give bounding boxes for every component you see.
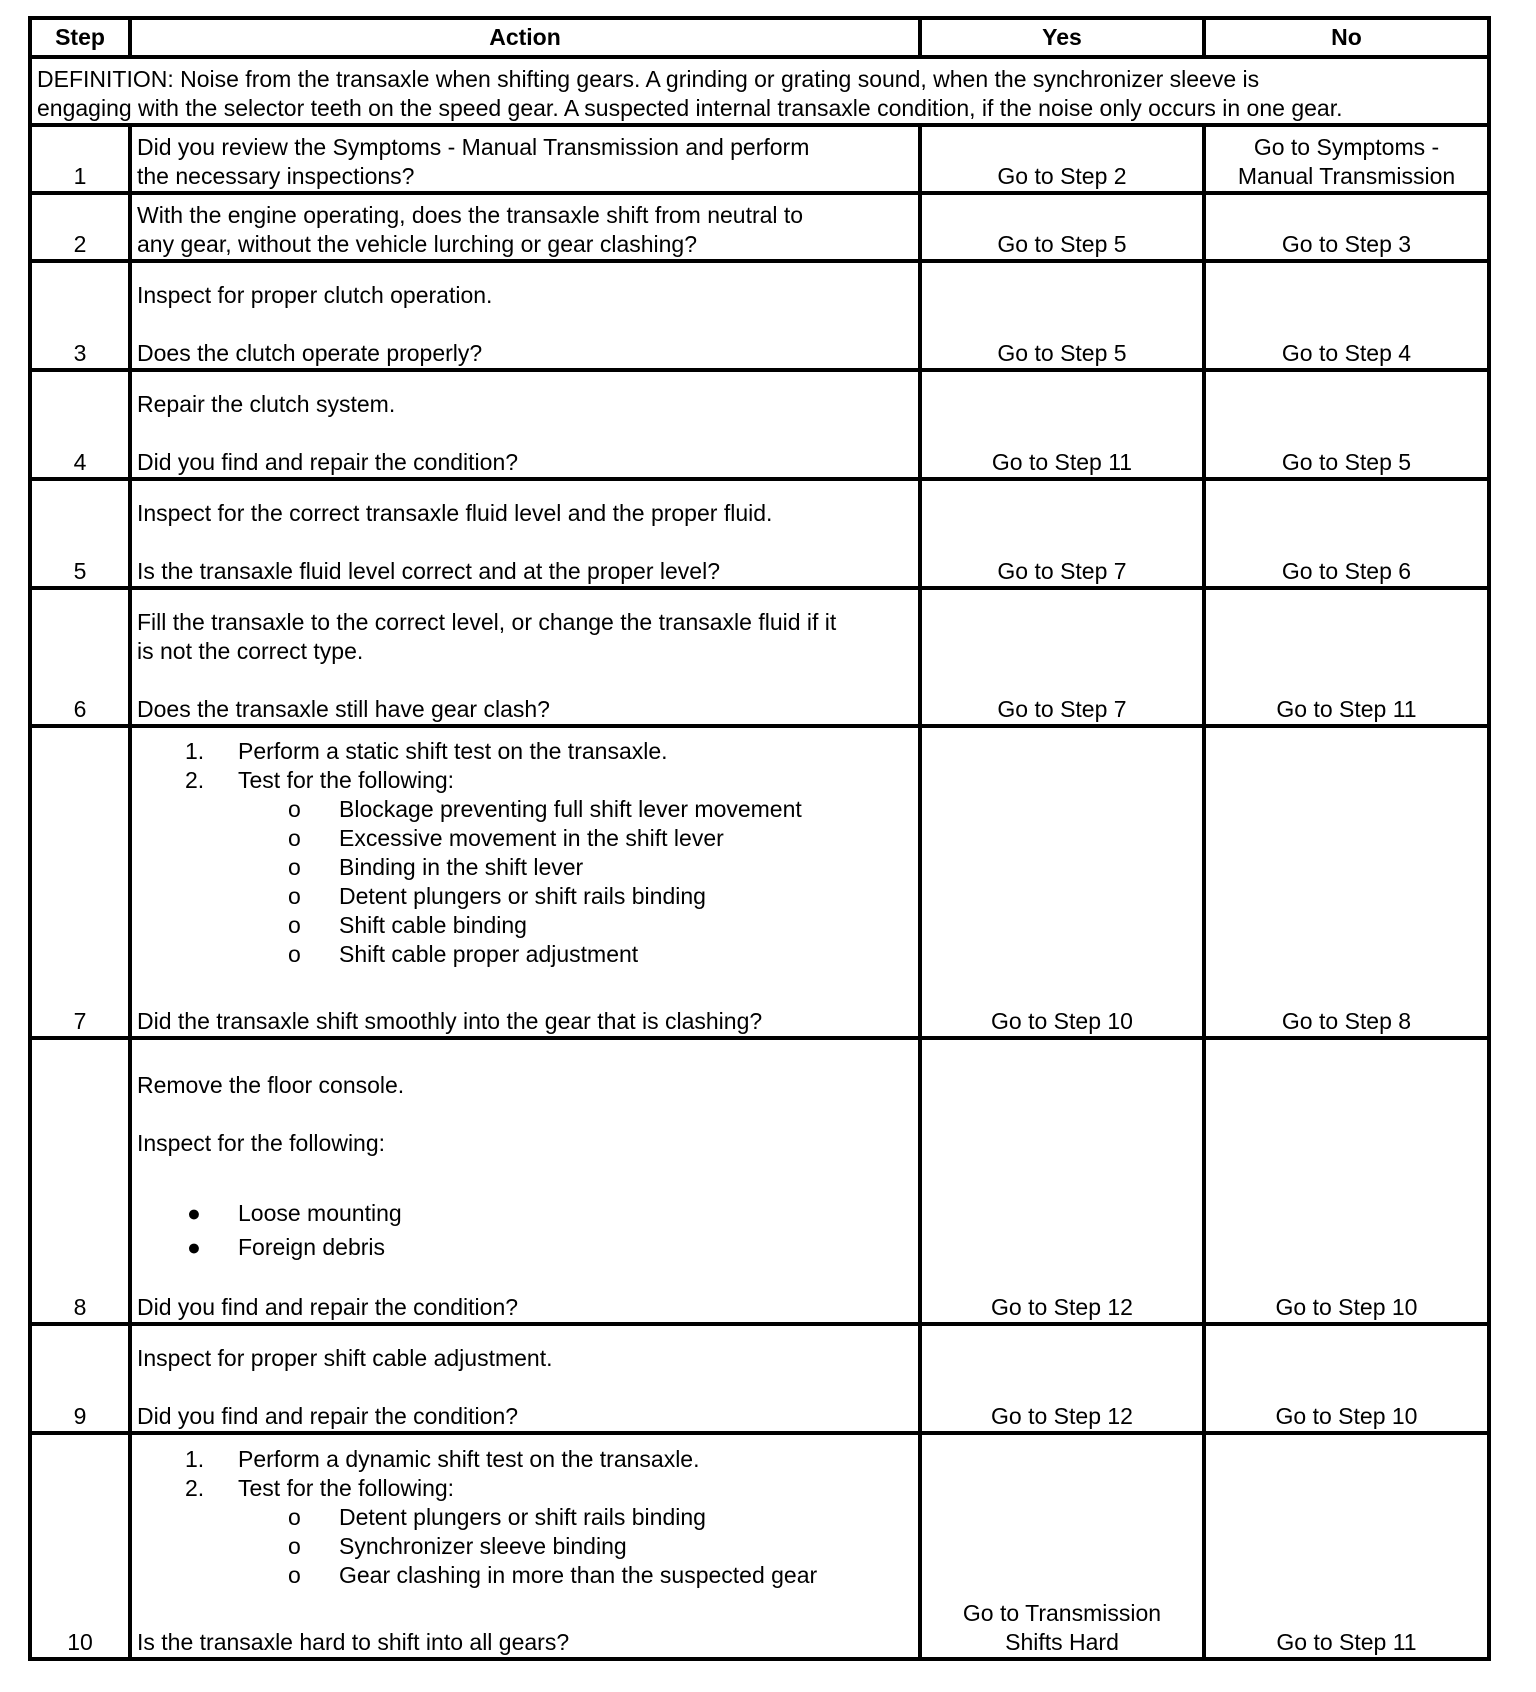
item-text: Perform a dynamic shift test on the transaxle. bbox=[238, 1446, 700, 1472]
diagnostic-table bbox=[28, 16, 1491, 1661]
header-no: No bbox=[1204, 18, 1489, 57]
table-row bbox=[30, 193, 1489, 261]
yes-text: Go to Step 11 bbox=[991, 449, 1133, 475]
no-text: Go to Step 4 bbox=[1281, 340, 1412, 366]
no-cell bbox=[1204, 193, 1489, 261]
no-text: Go to Step 3 bbox=[1281, 231, 1412, 257]
sub-item bbox=[137, 911, 913, 940]
action-line: any gear, without the vehicle lurching or gear clashing? bbox=[137, 231, 698, 257]
action-line: Inspect for proper shift cable adjustment. bbox=[137, 1345, 553, 1371]
definition-cell bbox=[30, 57, 1489, 125]
bullet-icon: ● bbox=[187, 1200, 201, 1226]
yes-cell bbox=[920, 125, 1204, 193]
header-yes: Yes bbox=[920, 18, 1204, 57]
yes-cell bbox=[920, 726, 1204, 1038]
no-text: Go to Step 11 bbox=[1276, 1629, 1417, 1655]
no-cell bbox=[1204, 261, 1489, 370]
no-text: Go to Step 11 bbox=[1276, 696, 1417, 722]
yes-text: Go to Step 10 bbox=[991, 1008, 1133, 1034]
no-text: Manual Transmission bbox=[1237, 163, 1456, 189]
action-cell bbox=[130, 125, 920, 193]
action-line: Is the transaxle fluid level correct and at the proper level? bbox=[137, 558, 720, 584]
action-cell bbox=[130, 588, 920, 726]
spacer bbox=[137, 1264, 913, 1293]
spacer bbox=[137, 1590, 913, 1628]
action-line: Inspect for the following: bbox=[137, 1130, 386, 1156]
circle-bullet-icon: o bbox=[288, 825, 301, 851]
definition-line: DEFINITION: Noise from the transaxle when shifting gears. A grinding or grating sound, when the synchronizer sleeve is bbox=[37, 66, 1260, 92]
item-number: 1. bbox=[185, 738, 205, 764]
no-cell bbox=[1204, 125, 1489, 193]
header-step: Step bbox=[30, 18, 130, 57]
yes-text: Go to Step 7 bbox=[997, 558, 1127, 584]
action-line: Repair the clutch system. bbox=[137, 391, 396, 417]
definition-row bbox=[30, 57, 1489, 125]
circle-bullet-icon: o bbox=[288, 941, 301, 967]
no-text: Go to Symptoms - bbox=[1253, 134, 1440, 160]
yes-text: Go to Step 12 bbox=[991, 1403, 1133, 1429]
spacer bbox=[137, 1100, 913, 1129]
spacer bbox=[137, 969, 913, 1007]
sub-item bbox=[137, 853, 913, 882]
item-text: Perform a static shift test on the transaxle. bbox=[238, 738, 668, 764]
yes-cell bbox=[920, 261, 1204, 370]
no-text: Go to Step 10 bbox=[1275, 1403, 1418, 1429]
action-cell bbox=[130, 193, 920, 261]
definition-line: engaging with the selector teeth on the speed gear. A suspected internal transaxle condition, if the noise only occurs in one gear. bbox=[37, 95, 1343, 121]
sub-item bbox=[137, 1561, 913, 1590]
action-line: Did you find and repair the condition? bbox=[137, 449, 519, 475]
no-cell bbox=[1204, 1038, 1489, 1324]
sub-item bbox=[137, 1503, 913, 1532]
spacer bbox=[137, 528, 913, 557]
yes-text: Go to Step 2 bbox=[997, 163, 1127, 189]
step-number: 5 bbox=[30, 479, 130, 588]
spacer bbox=[137, 666, 913, 695]
step-number: 8 bbox=[30, 1038, 130, 1324]
no-text: Go to Step 5 bbox=[1281, 449, 1412, 475]
bullet-item bbox=[137, 1230, 913, 1264]
sub-item bbox=[137, 1532, 913, 1561]
no-text: Go to Step 6 bbox=[1281, 558, 1412, 584]
numbered-item bbox=[137, 737, 913, 766]
action-line: the necessary inspections? bbox=[137, 163, 415, 189]
action-cell bbox=[130, 1324, 920, 1433]
bullet-text: Loose mounting bbox=[238, 1200, 402, 1226]
sub-item bbox=[137, 882, 913, 911]
action-line: Remove the floor console. bbox=[137, 1072, 405, 1098]
yes-text: Go to Transmission bbox=[962, 1600, 1162, 1626]
sub-item-text: Shift cable proper adjustment bbox=[339, 941, 639, 967]
sub-item-text: Shift cable binding bbox=[339, 912, 527, 938]
sub-item-text: Gear clashing in more than the suspected gear bbox=[339, 1562, 818, 1588]
yes-cell bbox=[920, 588, 1204, 726]
action-line: is not the correct type. bbox=[137, 638, 364, 664]
step-number: 1 bbox=[30, 125, 130, 193]
yes-text: Go to Step 5 bbox=[997, 231, 1127, 257]
item-number: 1. bbox=[185, 1446, 205, 1472]
step-number: 7 bbox=[30, 726, 130, 1038]
table-row bbox=[30, 1433, 1489, 1659]
numbered-item bbox=[137, 1474, 913, 1503]
spacer bbox=[137, 1373, 913, 1402]
step-number: 6 bbox=[30, 588, 130, 726]
step-number: 2 bbox=[30, 193, 130, 261]
action-line: Did you find and repair the condition? bbox=[137, 1403, 519, 1429]
table-row bbox=[30, 479, 1489, 588]
spacer bbox=[137, 419, 913, 448]
circle-bullet-icon: o bbox=[288, 796, 301, 822]
circle-bullet-icon: o bbox=[288, 1533, 301, 1559]
sub-item-text: Synchronizer sleeve binding bbox=[339, 1533, 627, 1559]
sub-item-text: Excessive movement in the shift lever bbox=[339, 825, 724, 851]
action-cell bbox=[130, 261, 920, 370]
step-number: 10 bbox=[30, 1433, 130, 1659]
yes-text: Go to Step 7 bbox=[997, 696, 1127, 722]
table-row bbox=[30, 588, 1489, 726]
bullet-icon: ● bbox=[187, 1234, 201, 1260]
yes-text: Go to Step 5 bbox=[997, 340, 1127, 366]
yes-cell bbox=[920, 479, 1204, 588]
header-action: Action bbox=[130, 18, 920, 57]
action-cell bbox=[130, 726, 920, 1038]
bullet-item bbox=[137, 1196, 913, 1230]
spacer bbox=[137, 310, 913, 339]
sub-item-text: Blockage preventing full shift lever movement bbox=[339, 796, 802, 822]
no-cell bbox=[1204, 726, 1489, 1038]
action-line: Did you review the Symptoms - Manual Transmission and perform bbox=[137, 134, 810, 160]
no-cell bbox=[1204, 1324, 1489, 1433]
circle-bullet-icon: o bbox=[288, 912, 301, 938]
action-question: Did the transaxle shift smoothly into the gear that is clashing? bbox=[137, 1008, 763, 1034]
yes-cell bbox=[920, 1433, 1204, 1659]
step-number: 3 bbox=[30, 261, 130, 370]
no-cell bbox=[1204, 1433, 1489, 1659]
table-row bbox=[30, 261, 1489, 370]
yes-cell bbox=[920, 1324, 1204, 1433]
table-row bbox=[30, 125, 1489, 193]
item-text: Test for the following: bbox=[238, 1475, 455, 1501]
sub-item-text: Binding in the shift lever bbox=[339, 854, 584, 880]
yes-text: Go to Step 12 bbox=[991, 1294, 1133, 1320]
numbered-item bbox=[137, 766, 913, 795]
sub-item bbox=[137, 940, 913, 969]
sub-item bbox=[137, 795, 913, 824]
no-text: Go to Step 8 bbox=[1281, 1008, 1412, 1034]
sub-item-text: Detent plungers or shift rails binding bbox=[339, 883, 706, 909]
action-cell bbox=[130, 370, 920, 479]
sub-item bbox=[137, 824, 913, 853]
action-question: Is the transaxle hard to shift into all gears? bbox=[137, 1629, 570, 1655]
action-line: Does the clutch operate properly? bbox=[137, 340, 483, 366]
circle-bullet-icon: o bbox=[288, 854, 301, 880]
yes-cell bbox=[920, 370, 1204, 479]
yes-text: Shifts Hard bbox=[1005, 1629, 1119, 1655]
action-cell bbox=[130, 479, 920, 588]
action-line: With the engine operating, does the transaxle shift from neutral to bbox=[137, 202, 804, 228]
sub-item-text: Detent plungers or shift rails binding bbox=[339, 1504, 706, 1530]
step-number: 4 bbox=[30, 370, 130, 479]
table-row bbox=[30, 726, 1489, 1038]
spacer bbox=[137, 1158, 913, 1196]
action-cell bbox=[130, 1433, 920, 1659]
no-text: Go to Step 10 bbox=[1275, 1294, 1418, 1320]
action-question: Did you find and repair the condition? bbox=[137, 1294, 519, 1320]
item-number: 2. bbox=[185, 1475, 205, 1501]
circle-bullet-icon: o bbox=[288, 1504, 301, 1530]
item-number: 2. bbox=[185, 767, 205, 793]
yes-cell bbox=[920, 193, 1204, 261]
header-row bbox=[30, 18, 1489, 57]
bullet-text: Foreign debris bbox=[238, 1234, 386, 1260]
action-line: Inspect for the correct transaxle fluid level and the proper fluid. bbox=[137, 500, 773, 526]
circle-bullet-icon: o bbox=[288, 1562, 301, 1588]
table-row bbox=[30, 370, 1489, 479]
action-line: Inspect for proper clutch operation. bbox=[137, 282, 493, 308]
step-number: 9 bbox=[30, 1324, 130, 1433]
table-row bbox=[30, 1324, 1489, 1433]
yes-cell bbox=[920, 1038, 1204, 1324]
action-cell bbox=[130, 1038, 920, 1324]
table-row bbox=[30, 1038, 1489, 1324]
no-cell bbox=[1204, 479, 1489, 588]
circle-bullet-icon: o bbox=[288, 883, 301, 909]
action-line: Fill the transaxle to the correct level, or change the transaxle fluid if it bbox=[137, 609, 837, 635]
no-cell bbox=[1204, 370, 1489, 479]
item-text: Test for the following: bbox=[238, 767, 455, 793]
no-cell bbox=[1204, 588, 1489, 726]
numbered-item bbox=[137, 1445, 913, 1474]
action-line: Does the transaxle still have gear clash? bbox=[137, 696, 550, 722]
